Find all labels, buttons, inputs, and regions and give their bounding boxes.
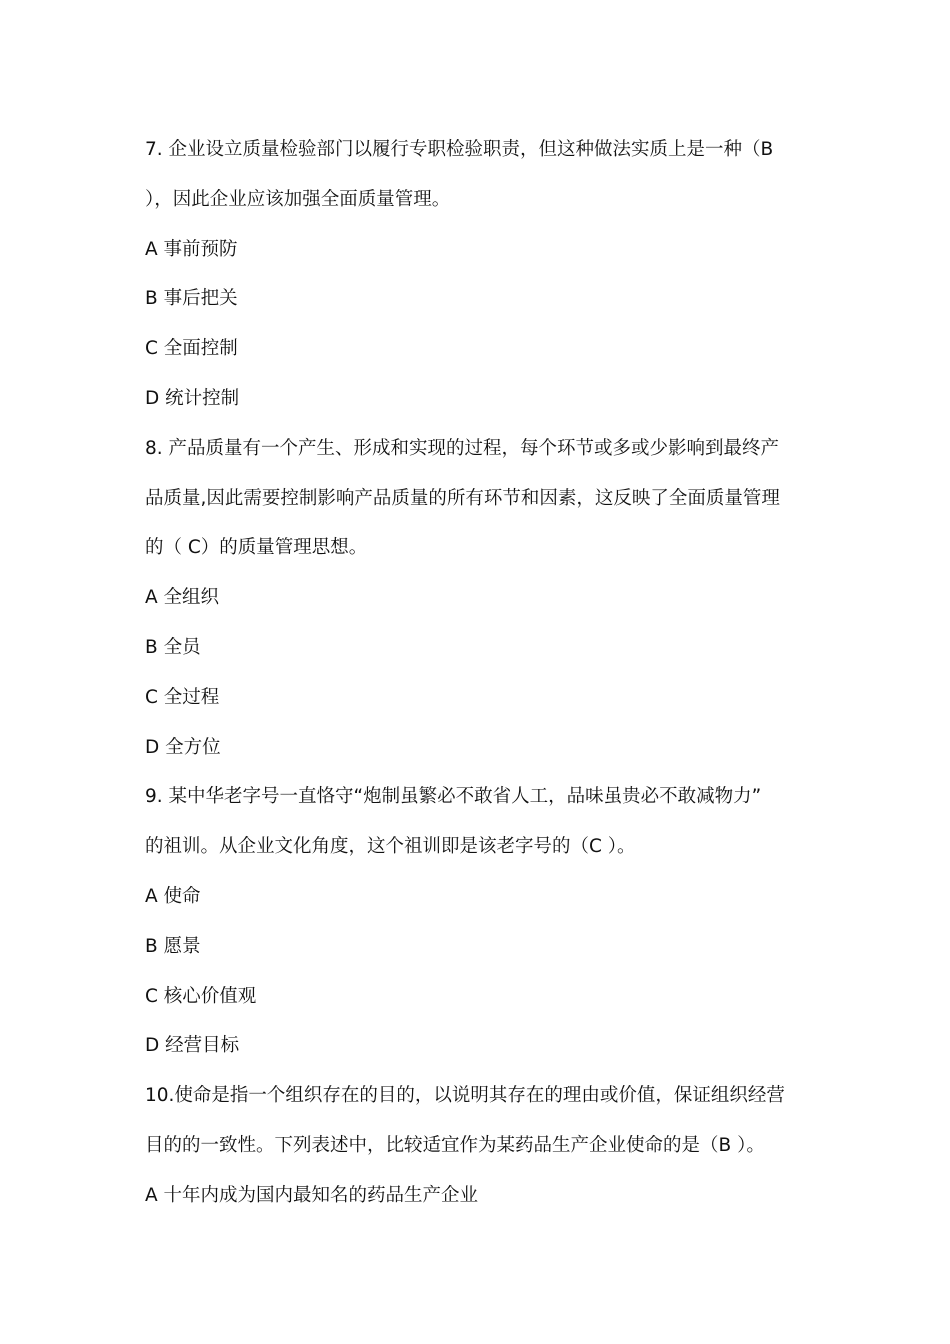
question-10 [145, 1071, 810, 1220]
question-stem-line: 目的的一致性。下列表述中，比较适宜作为某药品生产企业使命的是（B ）。 [145, 1134, 765, 1156]
document-content [145, 125, 810, 1221]
question-8 [145, 424, 810, 773]
question-stem-line: ），因此企业应该加强全面质量管理。 [145, 188, 451, 210]
question-stem-line: 7. 企业设立质量检验部门以履行专职检验职责，但这种做法实质上是一种（B [145, 139, 774, 160]
answer-option: C 全面控制 [145, 338, 238, 360]
question-stem-line: 10.使命是指一个组织存在的目的，以说明其存在的理由或价值，保证组织经营 [145, 1085, 785, 1107]
answer-option: A 十年内成为国内最知名的药品生产企业 [145, 1184, 479, 1206]
answer-option: A 事前预防 [145, 238, 238, 260]
answer-option: B 全员 [145, 636, 201, 658]
answer-option: A 全组织 [145, 587, 220, 609]
answer-option: D 统计控制 [145, 387, 240, 409]
answer-option: C 核心价值观 [145, 985, 257, 1007]
answer-option: D 全方位 [145, 736, 221, 758]
answer-option: D 经营目标 [145, 1035, 240, 1057]
answer-option: B 愿景 [145, 935, 201, 957]
question-stem-line: 品质量,因此需要控制影响产品质量的所有环节和因素，这反映了全面质量管理 [145, 487, 780, 509]
question-stem-line: 的（ C）的质量管理思想。 [145, 537, 368, 559]
question-7 [145, 125, 810, 424]
question-stem-line: 9. 某中华老字号一直恪守“炮制虽繁必不敢省人工，品味虽贵必不敢减物力” [145, 786, 762, 808]
question-stem-line: 的祖训。从企业文化角度，这个祖训即是该老字号的（C ）。 [145, 836, 636, 858]
answer-option: C 全过程 [145, 686, 220, 708]
answer-option: A 使命 [145, 885, 201, 907]
answer-option: B 事后把关 [145, 288, 238, 310]
question-9 [145, 772, 810, 1071]
question-stem-line: 8. 产品质量有一个产生、形成和实现的过程，每个环节或多或少影响到最终产 [145, 437, 780, 459]
